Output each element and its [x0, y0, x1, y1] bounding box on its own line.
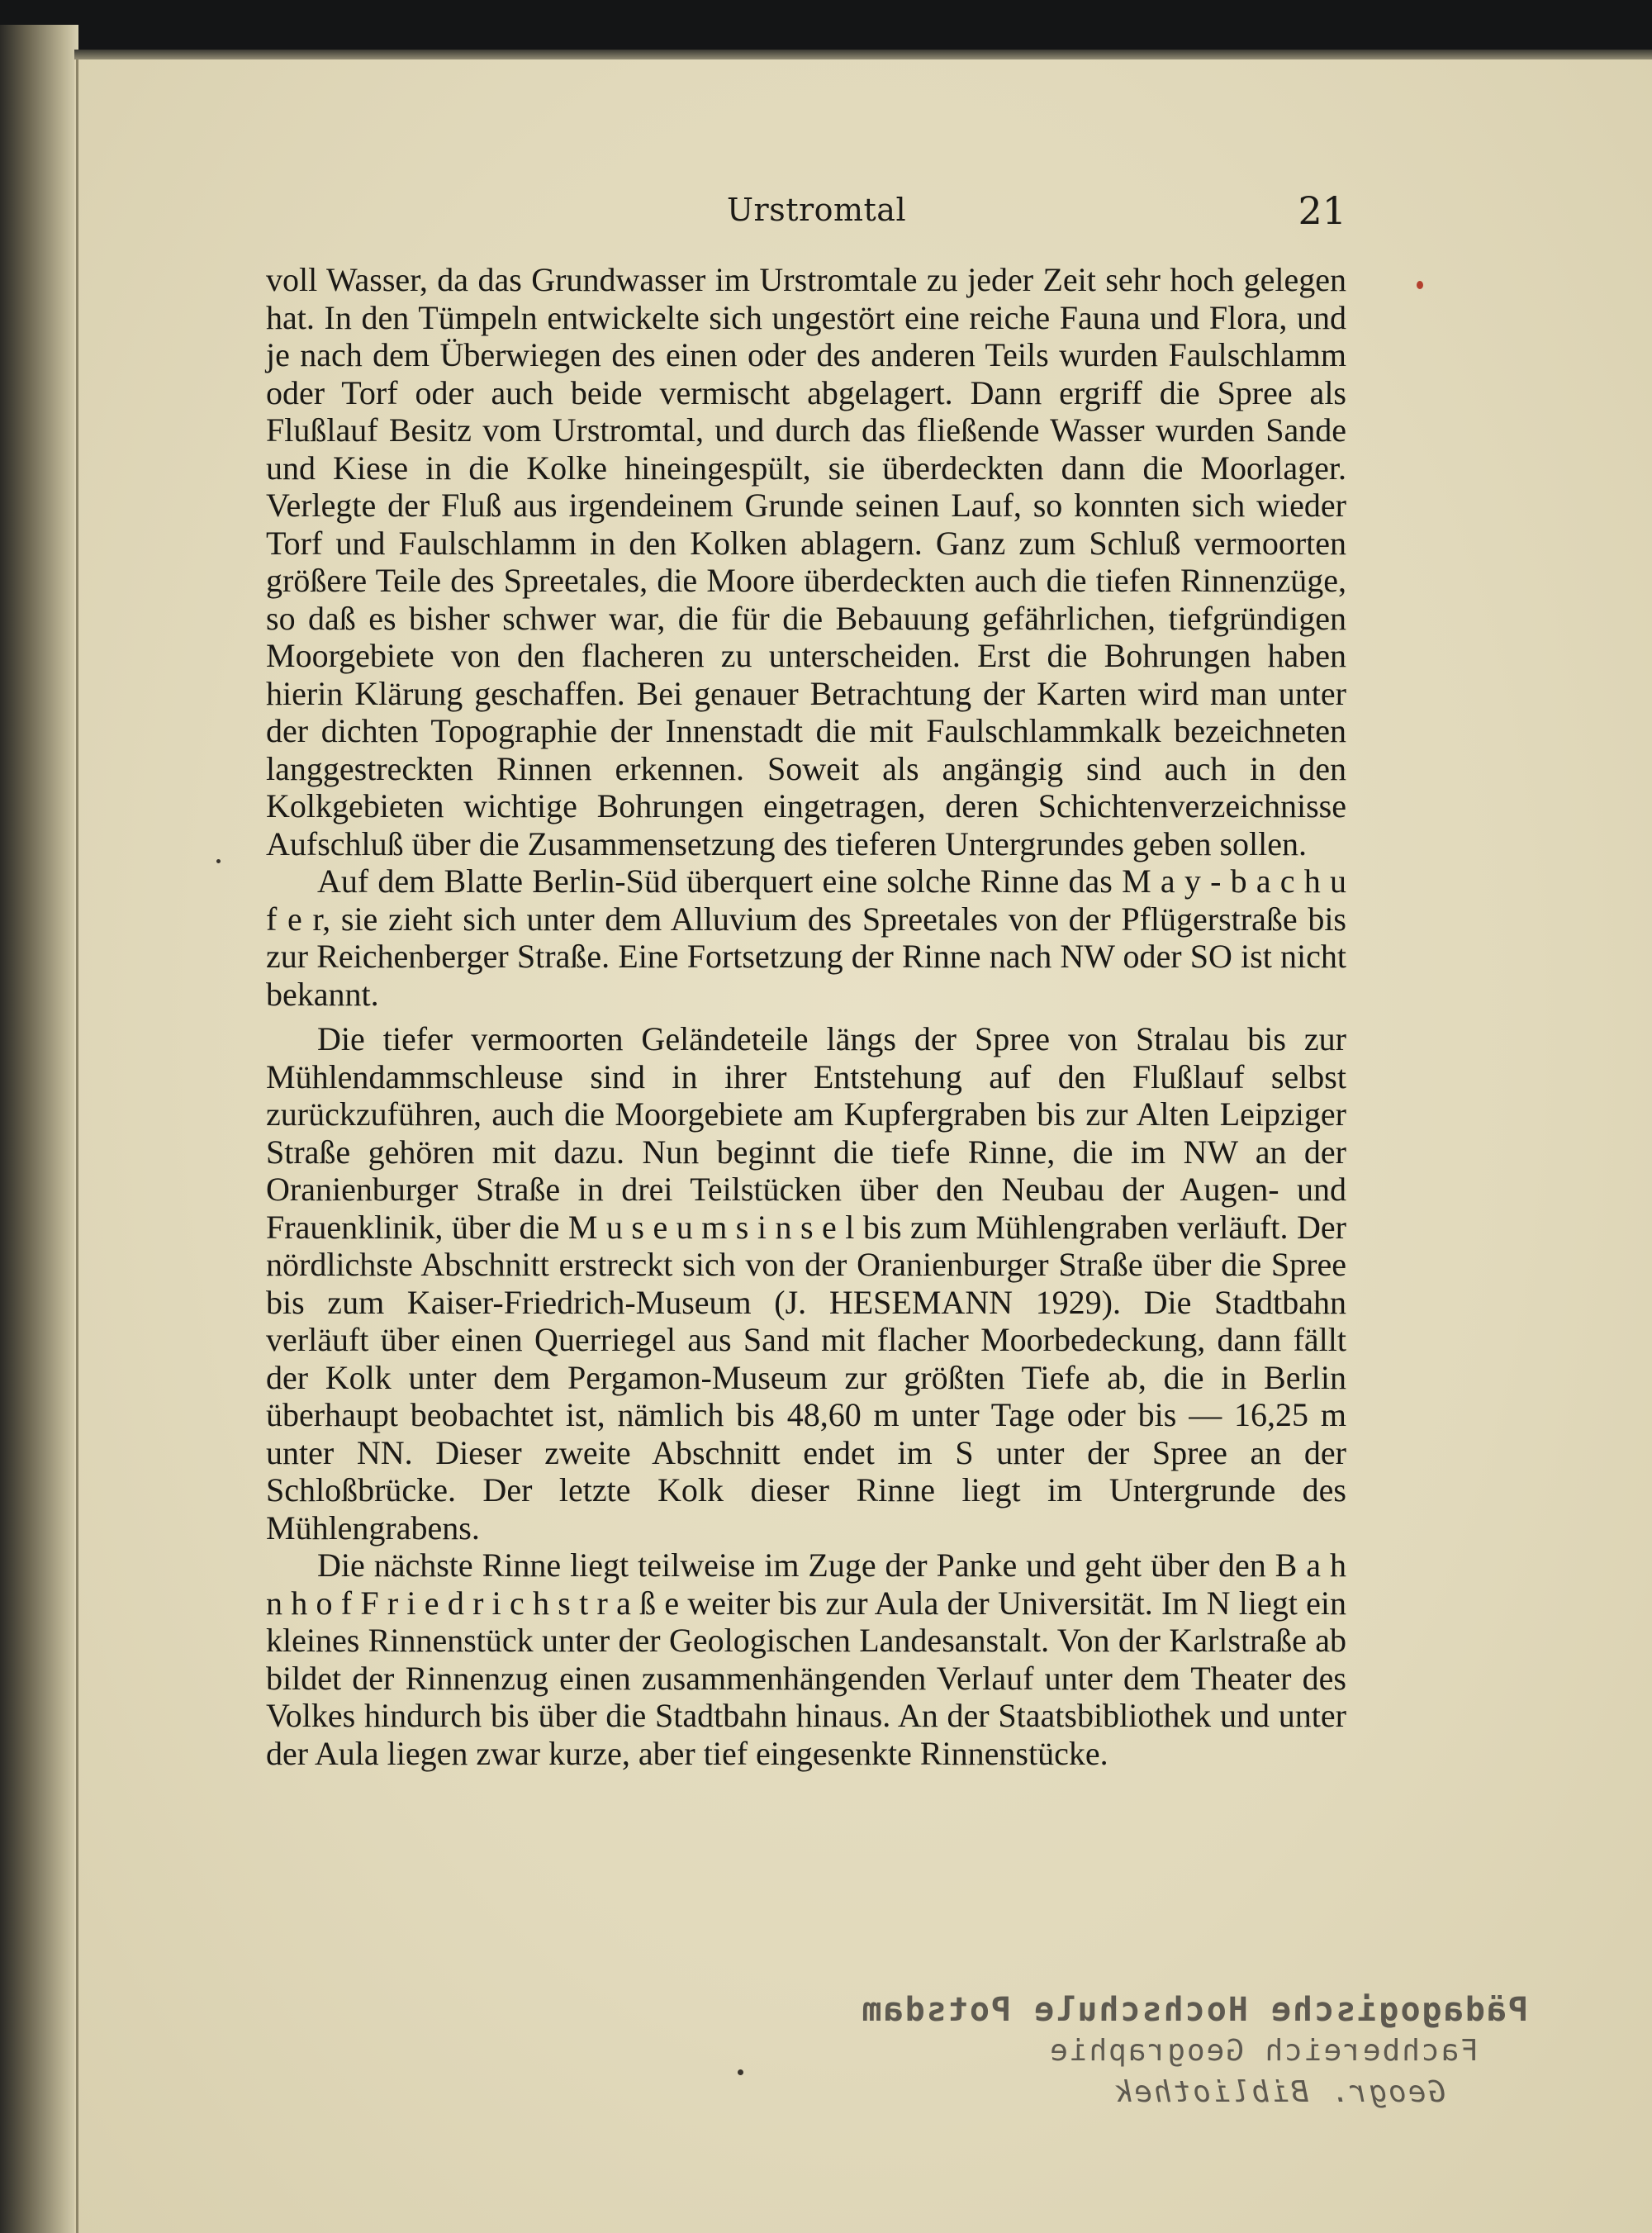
library-stamp	[860, 1989, 1528, 2130]
running-header	[264, 188, 1346, 238]
paragraph: Auf dem Blatte Berlin-Süd überquert eine solche Rinne das M a y - b a c h u f e r, sie zieht sich unter dem Alluvium des Spreetales von der Pflügerstraße bis zur Reichenberger Straße. Eine Fortsetzung der Rinne nach NW oder SO ist nicht bekannt.	[266, 862, 1346, 1013]
page-number: 21	[1298, 188, 1346, 233]
stamp-line: Fachbereich Geographie	[1048, 2034, 1479, 2068]
binding-shadow	[0, 25, 78, 2233]
running-title: Urstromtal	[727, 192, 907, 228]
paragraph: Die nächste Rinne liegt teilweise im Zuge der Panke und geht über den B a h n h o f F r i e d r i c h s t r a ß e weiter bis zur Aula der Universität. Im N liegt ein kleines Rinnenstück unter der Geologischen Landesanstalt. Von der Karlstraße ab bildet der Rinnenzug einen zusammenhängenden Verlauf unter dem Theater des Volkes hindurch bis über die Stadtbahn hinaus. An der Staatsbibliothek und unter der Aula liegen zwar kurze, aber tief eingesenkte Rinnenstücke.	[266, 1546, 1346, 1772]
ink-speck	[738, 2069, 743, 2075]
stamp-line: Pädagogische Hochschule Potsdam	[860, 1991, 1528, 2029]
paragraph: voll Wasser, da das Grundwasser im Urstromtale zu jeder Zeit sehr hoch gelegen hat. In den Tümpeln entwickelte sich ungestört eine reiche Fauna und Flora, und je nach dem Überwiegen des einen oder des anderen Teils wurden Faulschlamm oder Torf oder auch beide vermischt abgelagert. Dann ergriff die Spree als Flußlauf Besitz vom Urstromtal, und durch das fließende Wasser wurden Sande und Kiese in die Kolke hineingespült, sie überdeckten dann die Moorlager. Verlegte der Fluß aus irgendeinem Grunde seinen Lauf, so konnten sich wieder Torf und Faulschlamm in den Kolken ablagern. Ganz zum Schluß vermoorten größere Teile des Spreetales, die Moore überdeckten auch die tiefen Rinnenzüge, so daß es bisher schwer war, die für die Bebauung gefährlichen, tiefgründigen Moorgebiete von den flacheren zu unterscheiden. Erst die Bohrungen haben hierin Klärung geschaffen. Bei genauer Betrachtung der Karten wird man unter der dichten Topographie der Innenstadt die mit Faulschlammkalk bezeichneten langgestreckten Rinnen erkennen. Soweit als angängig sind auch in den Kolkgebieten wichtige Bohrungen eingetragen, deren Schichtenverzeichnisse Aufschluß über die Zusammensetzung des tieferen Untergrundes geben sollen.	[266, 261, 1346, 862]
ink-speck	[216, 859, 221, 863]
stamp-line: Geogr. Bibliothek	[1113, 2075, 1446, 2109]
body-text	[266, 261, 1346, 1772]
gutter-edge	[76, 59, 78, 2233]
ink-speck	[1417, 281, 1423, 289]
paragraph: Die tiefer vermoorten Geländeteile längs der Spree von Stralau bis zur Mühlendammschleuse sind in ihrer Entstehung auf den Flußlauf selbst zurückzuführen, auch die Moorgebiete am Kupfergraben bis zur Alten Leipziger Straße gehören mit dazu. Nun beginnt die tiefe Rinne, die im NW an der Oranienburger Straße in drei Teilstücken über den Neubau der Augen- und Frauenklinik, über die M u s e u m s i n s e l bis zum Mühlengraben verläuft. Der nördlichste Abschnitt erstreckt sich von der Oranienburger Straße über die Spree bis zum Kaiser-Friedrich-Museum (J. HESEMANN 1929). Die Stadtbahn verläuft über einen Querriegel aus Sand mit flacher Moorbedeckung, dann fällt der Kolk unter dem Pergamon-Museum zur größten Tiefe ab, die in Berlin überhaupt beobachtet ist, nämlich bis 48,60 m unter Tage oder bis — 16,25 m unter NN. Dieser zweite Abschnitt endet im S unter der Spree an der Schloßbrücke. Der letzte Kolk dieser Rinne liegt im Untergrunde des Mühlengrabens.	[266, 1020, 1346, 1546]
